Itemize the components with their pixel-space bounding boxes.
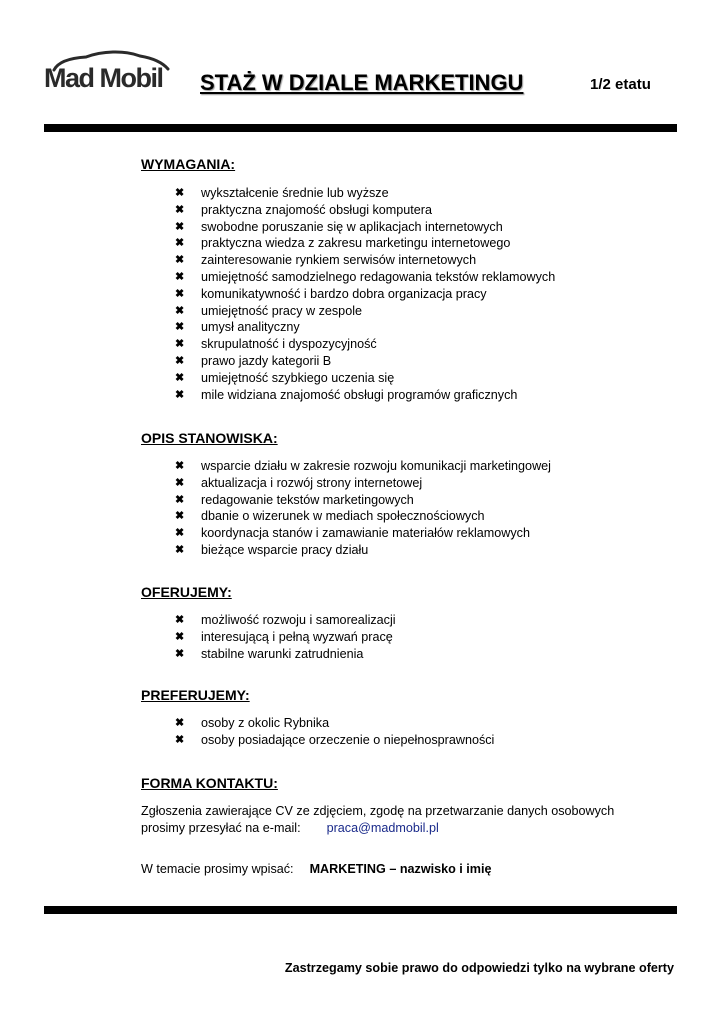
- bullet-cross-icon: ✖: [175, 321, 185, 334]
- list-item-text: osoby z okolic Rybnika: [201, 716, 330, 730]
- bullet-cross-icon: ✖: [175, 237, 185, 250]
- bullet-cross-icon: ✖: [175, 614, 185, 626]
- list-item: [141, 732, 494, 749]
- job-description-list: [141, 458, 551, 559]
- requirements-section: [141, 155, 555, 403]
- list-item-text: umiejętność samodzielnego redagowania tekstów reklamowych: [201, 269, 556, 284]
- bullet-cross-icon: ✖: [175, 647, 185, 660]
- bullet-cross-icon: ✖: [175, 543, 185, 556]
- list-item-text: stabilne warunki zatrudnienia: [201, 646, 364, 661]
- preferred-list: [141, 715, 494, 749]
- list-item: [141, 508, 551, 525]
- list-item: [141, 202, 555, 219]
- requirements-list: [141, 185, 555, 403]
- bullet-cross-icon: ✖: [175, 270, 185, 283]
- list-item: [141, 336, 555, 353]
- bullet-cross-icon: ✖: [175, 460, 185, 472]
- bullet-cross-icon: ✖: [175, 733, 185, 746]
- preferred-heading: PREFERUJEMY:: [141, 687, 250, 703]
- bullet-cross-icon: ✖: [175, 510, 185, 523]
- contact-email-link[interactable]: praca@madmobil.pl: [326, 821, 439, 835]
- list-item-text: umiejętność pracy w zespole: [201, 303, 362, 318]
- list-item: [141, 387, 555, 404]
- list-item: [141, 525, 551, 542]
- list-item-text: mile widziana znajomość obsługi programów graficznych: [201, 387, 518, 402]
- bullet-cross-icon: ✖: [175, 220, 185, 233]
- list-item: [141, 269, 555, 286]
- list-item-text: osoby posiadające orzeczenie o niepełnosprawności: [201, 732, 495, 747]
- list-item: [141, 286, 555, 303]
- list-item: [141, 629, 396, 646]
- list-item: [141, 715, 494, 732]
- list-item-text: wsparcie działu w zakresie rozwoju komunikacji marketingowej: [201, 459, 551, 473]
- list-item: [141, 252, 555, 269]
- bullet-cross-icon: ✖: [175, 527, 185, 540]
- bullet-cross-icon: ✖: [175, 287, 185, 300]
- offer-heading: OFERUJEMY:: [141, 584, 232, 600]
- list-item: [141, 303, 555, 320]
- list-item-text: swobodne poruszanie się w aplikacjach internetowych: [201, 219, 503, 234]
- list-item-text: aktualizacja i rozwój strony internetowej: [201, 475, 423, 490]
- bullet-cross-icon: ✖: [175, 338, 185, 351]
- list-item-text: bieżące wsparcie pracy działu: [201, 542, 369, 557]
- list-item-text: skrupulatność i dyspozycyjność: [201, 337, 377, 352]
- bullet-cross-icon: ✖: [175, 354, 185, 367]
- contact-section: [141, 774, 614, 876]
- list-item: [141, 492, 551, 509]
- list-item-text: praktyczna znajomość obsługi komputera: [201, 202, 432, 217]
- page-title: STAŻ W DZIALE MARKETINGU: [200, 70, 524, 95]
- list-item: [141, 542, 551, 559]
- list-item-text: umiejętność szybkiego uczenia się: [201, 370, 395, 385]
- subject-instruction: [141, 862, 614, 876]
- list-item-text: dbanie o wizerunek w mediach społecznościowych: [201, 509, 485, 524]
- list-item-text: możliwość rozwoju i samorealizacji: [201, 613, 396, 627]
- job-description-heading: OPIS STANOWISKA:: [141, 430, 278, 446]
- bullet-cross-icon: ✖: [175, 476, 185, 489]
- bullet-cross-icon: ✖: [175, 254, 185, 267]
- bullet-cross-icon: ✖: [175, 187, 185, 199]
- list-item: [141, 219, 555, 236]
- contact-instructions: [141, 803, 614, 837]
- footer-note: Zastrzegamy sobie prawo do odpowiedzi tylko na wybrane oferty: [284, 961, 674, 975]
- bullet-cross-icon: ✖: [175, 371, 185, 384]
- list-item: [141, 458, 551, 475]
- preferred-section: [141, 686, 494, 749]
- list-item-text: redagowanie tekstów marketingowych: [201, 492, 414, 507]
- list-item: [141, 646, 396, 663]
- logo-text: Mad Mobil: [44, 63, 163, 93]
- bullet-cross-icon: ✖: [175, 304, 185, 317]
- list-item: [141, 475, 551, 492]
- list-item-text: komunikatywność i bardzo dobra organizacja pracy: [201, 286, 487, 301]
- list-item-text: zainteresowanie rynkiem serwisów internetowych: [201, 253, 477, 268]
- employment-type: 1/2 etatu: [590, 76, 651, 93]
- list-item-text: prawo jazdy kategorii B: [201, 353, 332, 368]
- job-description-section: [141, 429, 551, 559]
- list-item: [141, 235, 555, 252]
- list-item: [141, 370, 555, 387]
- list-item-text: interesującą i pełną wyzwań pracę: [201, 629, 393, 644]
- list-item: [141, 612, 396, 629]
- bullet-cross-icon: ✖: [175, 493, 185, 506]
- offer-list: [141, 612, 396, 662]
- subject-value: MARKETING – nazwisko i imię: [309, 862, 492, 876]
- contact-line-2-text: prosimy przesyłać na e-mail:: [141, 821, 301, 835]
- bullet-cross-icon: ✖: [175, 630, 185, 643]
- top-divider: [44, 124, 677, 132]
- requirements-heading: WYMAGANIA:: [141, 156, 236, 172]
- list-item-text: koordynacja stanów i zamawianie materiałów reklamowych: [201, 526, 530, 541]
- list-item: [141, 319, 555, 336]
- contact-line-2: [141, 820, 614, 837]
- list-item: [141, 185, 555, 202]
- offer-section: [141, 583, 396, 662]
- bullet-cross-icon: ✖: [175, 203, 185, 216]
- company-logo: [44, 48, 176, 98]
- contact-line-1: Zgłoszenia zawierające CV ze zdjęciem, zgodę na przetwarzanie danych osobowych: [141, 804, 615, 818]
- list-item-text: umysł analityczny: [201, 320, 300, 335]
- subject-label: W temacie prosimy wpisać:: [141, 862, 294, 876]
- list-item-text: praktyczna wiedza z zakresu marketingu internetowego: [201, 236, 511, 251]
- bottom-divider: [44, 906, 677, 914]
- list-item: [141, 353, 555, 370]
- bullet-cross-icon: ✖: [175, 388, 185, 401]
- list-item-text: wykształcenie średnie lub wyższe: [201, 186, 389, 200]
- contact-heading: FORMA KONTAKTU:: [141, 775, 278, 791]
- bullet-cross-icon: ✖: [175, 717, 185, 729]
